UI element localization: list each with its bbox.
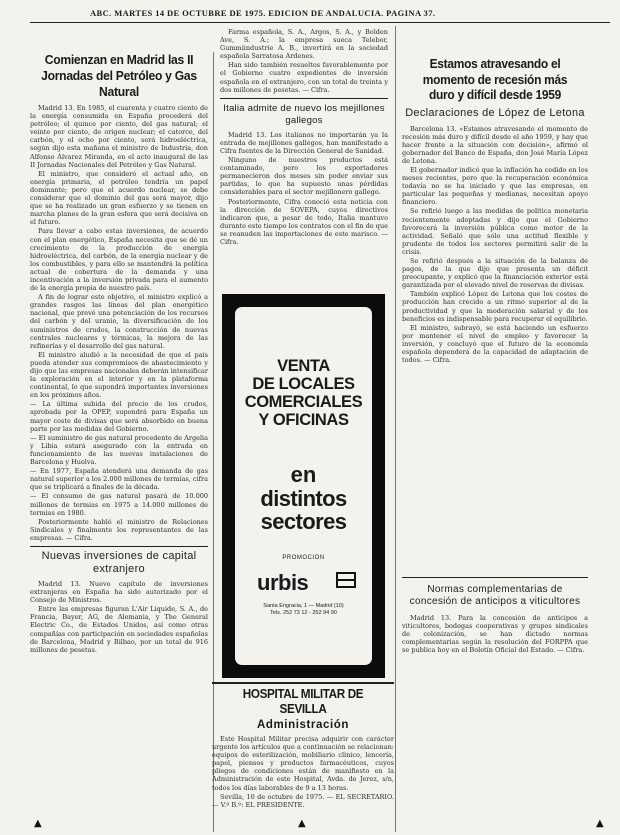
paragraph: Este Hospital Militar precisa adquirir con carácter urgente los artículos que a continuación se relacionan: equipos de esterilización, mobiliario clínico, lencería, papel, piensos y productos farmacéuticos, cuyos pliegos de condiciones están de manifiesto en la Administración de este Hospital, Avda. de Jerez, s/n, todos los días laborables de 9 a 13 horas. (212, 735, 394, 792)
paragraph: Se refirió después a la situación de la balanza de pagos, de la que dijo que presenta un déficit preocupante, y explicó que la financiación exterior está garantizada por el elevado nivel de reservas de divisas. (402, 257, 588, 290)
paragraph: Madrid 13. Nuevo capítulo de inversiones extranjeras en España ha sido autorizado por el Consejo de Ministros. (30, 579, 208, 605)
ad-promo: PROMOCION (282, 555, 325, 561)
dash-item: — El consumo de gas natural pasará de 10.000 millones de termias en 1975 a 14.000 millones de termias en 1980. (30, 492, 208, 517)
headline-viticultores: Normas complementarias de concesión de anticipos a viticultores (409, 583, 581, 607)
paragraph: También explicó López de Letona que los costes de producción han crecido a un ritmo superior al de la productividad y que la moderación salarial y de los beneficios es indispensable para recuperar el equilibrio. (402, 290, 588, 323)
ad-panel (235, 307, 372, 665)
hospital-title: HOSPITAL MILITAR DE SEVILLA (242, 687, 364, 716)
separator (220, 98, 388, 99)
separator (212, 682, 394, 684)
paragraph: Sevilla, 10 de octubre de 1975. — EL SECRETARIO. — V.º B.º: EL PRESIDENTE. (212, 792, 394, 809)
separator (30, 546, 208, 547)
paragraph: A fin de lograr este objetivo, el ministro explicó a grandes rasgos las líneas del plan energético nacional, que prevé una potenciación de los recursos del carbón y del uranio, la diversificación de los suministros de crudos, la construcción de nuevas centrales nucleares y térmicas, la mejora de las refinerías y el desarrollo del gas natural. (30, 293, 208, 350)
subhead-letona: Declaraciones de López de Letona (405, 106, 585, 119)
urbis-advertisement (222, 294, 385, 678)
ad-title-line: Y OFICINAS (258, 411, 349, 429)
article-petroleo (30, 104, 208, 542)
registration-mark-icon: ▲ (596, 818, 604, 829)
ad-address-line: Tels. 252 73 12 - 252 94 90 (270, 610, 337, 616)
dash-item: — La última subida del precio de los crudos, aprobada por la OPEP, supondrá para España un mayor coste de divisas que será absorbido en buena parte por las medidas del Gobierno. (30, 400, 208, 433)
headline-inversiones: Nuevas inversiones de capital extranjero (41, 549, 197, 575)
ad-title-line: DE LOCALES (252, 375, 355, 393)
article-inversiones (30, 580, 208, 654)
column-rule-2 (395, 26, 396, 832)
headline-mejillones: Italia admite de nuevo los mejillones gallegos (223, 102, 385, 126)
article-recesion (402, 125, 588, 571)
paragraph: Farma española, S. A., Argos, S. A., y Bolden Ave, S. A.; la empresa sueca Telebor, Gummiindustrie A. B., invertirá en la sociedad española Sarratosa Ardenes. (220, 28, 388, 61)
paragraph: Se refirió luego a las medidas de política monetaria recientemente adoptadas y dijo que el Gobierno favorecerá la inversión pública como motor de la actividad. Señaló que sólo una actitud flexible y prudente de todos los sectores permitirá salir de la crisis. (402, 207, 588, 256)
dash-item: — En 1977, España atenderá una demanda de gas natural superior a los 2.000 millones de termias, cifra que se triplicará a finales de la década. (30, 467, 208, 492)
paragraph: Madrid 13. Los italianos no importarán ya la entrada de mejillones gallegos, han manifestado a Cifra fuentes de la Dirección General de Sanidad. (220, 130, 388, 155)
ad-title-line: COMERCIALES (244, 393, 363, 411)
ad-big-text (235, 487, 372, 533)
ad-en: en (290, 462, 317, 487)
paragraph: Han sido también resueltos favorablemente por el Gobierno cuatro expedientes de inversión española en el extranjero, con un total de treinta y dos millones de pesetas. — Cifra. (220, 61, 388, 94)
urbis-logo-text: urbis (257, 570, 309, 595)
paragraph: Entre las empresas figuran L'Air Liquide, S. A., de Francia, Bayer, AG, de Alemania, y The General Electric Co., de Estados Unidos, así como otras compañías con participación en sociedades españolas de Barcelona, Madrid y Bilbao, por un total de 916 millones de pesetas. (30, 605, 208, 654)
paragraph: El ministro, subrayó, se está haciendo un esfuerzo por mantener el nivel de empleo y favorecer la inversión, y concluyó que el futuro de la economía española dependerá de la capacidad de adaptación de todos. — Cifra. (402, 323, 588, 365)
hospital-subtitle: Administración (256, 719, 350, 731)
column-middle (220, 28, 388, 292)
headline-recesion: Estamos atravesando el momento de recesión más duro y difícil desde 1959 (422, 56, 568, 102)
paragraph: El gobernador indicó que la inflación ha cedido en los meses recientes, pero que la recuperación económica todavía no se ha iniciado y que las empresas, en particular las pequeñas y medianas, necesitan apoyo financiero. (402, 165, 588, 207)
hospital-notice (212, 682, 394, 835)
article-viticultores (402, 614, 588, 654)
paragraph: Madrid 13. En 1985, el cuarenta y cuatro ciento de la energía consumida en España procederá del petróleo; el quince por ciento, del gas natural; el veinte por ciento, de origen nuclear; el catorce, del carbón, y el ocho por ciento, será hidroeléctrica, según dijo esta mañana el ministro de Industria, don Alfonso Álvarez Miranda, en el acto inaugural de las II Jornadas Nacionales del Petróleo y Gas Natural. (30, 104, 208, 169)
ad-big-line: sectores (260, 509, 347, 534)
registration-mark-icon: ▲ (298, 818, 306, 829)
article-mejillones (220, 131, 388, 246)
paragraph: Barcelona 13. «Estamos atravesando el momento de recesión más duro y difícil desde el año 1959, y hay que hacer frente a la situación con decisión», afirmó el gobernador del Banco de España, don José María López de Letona. (402, 124, 588, 165)
ad-address-line: Santa Engracia, 1 — Madrid (10) (263, 603, 344, 609)
column-left (30, 52, 208, 832)
ad-title (235, 357, 372, 429)
ad-big-line: distintos (260, 486, 347, 511)
column-right (402, 56, 588, 832)
registration-mark-icon: ▲ (34, 818, 42, 829)
paragraph: El ministro, que consideró el actual año, en energía primaria, el petróleo tendría un papel dominante; pero que el acuerdo nuclear, se debe considerar que el dominio del gas será mayor, dijo que se ha realizado un gran esfuerzo y se tienen en marcha planes de la gran esfera que será decisiva en el futuro. (30, 169, 208, 227)
paragraph: Para llevar a cabo estas inversiones, de acuerdo con el plan energético, España necesita que se dé un crecimiento de la producción de energía hidroeléctrica, del carbón, de la energía nuclear y de los combustibles, y para ello se mantendrá la política actual de cobertura de la demanda y una incentivación a la inversión privada para el aumento de la energía propia de nuestro país. (30, 227, 208, 293)
paragraph: Posteriormente habló el ministro de Relaciones Sindicales y finalmente los representantes de las empresas. — Cifra. (30, 517, 208, 542)
article-inversiones-cont (220, 28, 388, 94)
paragraph: El ministro aludió a la necesidad de que el país pueda atender sus compromisos de abastecimiento y dijo que las empresas nacionales deberán intensificar la exploración en el interior y en la plataforma continental, lo que supondrá importantes inversiones en los próximos años. (30, 350, 208, 400)
paragraph: Ninguno de nuestros productos está contaminado, pero los exportadores permanecieron dos meses sin poder enviar sus partidas, lo que ha supuesto unas pérdidas considerables para el sector mejillonero gallego. (220, 156, 388, 197)
urbis-logo-icon (335, 569, 357, 591)
ad-address (245, 603, 362, 617)
head-rule (30, 22, 610, 23)
separator (402, 577, 588, 578)
paragraph: Posteriormente, Cifra conoció esta noticia con la dirección de SOVEPA, cuyos directivos indicaron que, a pesar de todo, Italia mantuvo durante este tiempo los contratos con el fin de que se reanuden las importaciones de este marisco. — Cifra. (220, 197, 388, 246)
dash-item: — El suministro de gas natural procedente de Argelia y Libia estará asegurado con la entrada en funcionamiento de las nuevas instalaciones de Barcelona y Huelva. (30, 433, 208, 467)
headline-petroleo: Comienzan en Madrid las II Jornadas del Petróleo y Gas Natural (41, 52, 197, 99)
ad-title-line: VENTA (277, 357, 330, 375)
paragraph: Madrid 13. Para la concesión de anticipos a viticultores, bodegas cooperativas y grupos sindicales de colonización, se han dictado normas complementarias según la resolución del FORPPA que se publica hoy en el Boletín Oficial del Estado. — Cifra. (402, 613, 588, 654)
running-head: ABC. MARTES 14 DE OCTUBRE DE 1975. EDICION DE ANDALUCIA. PAGINA 37. (90, 8, 436, 18)
